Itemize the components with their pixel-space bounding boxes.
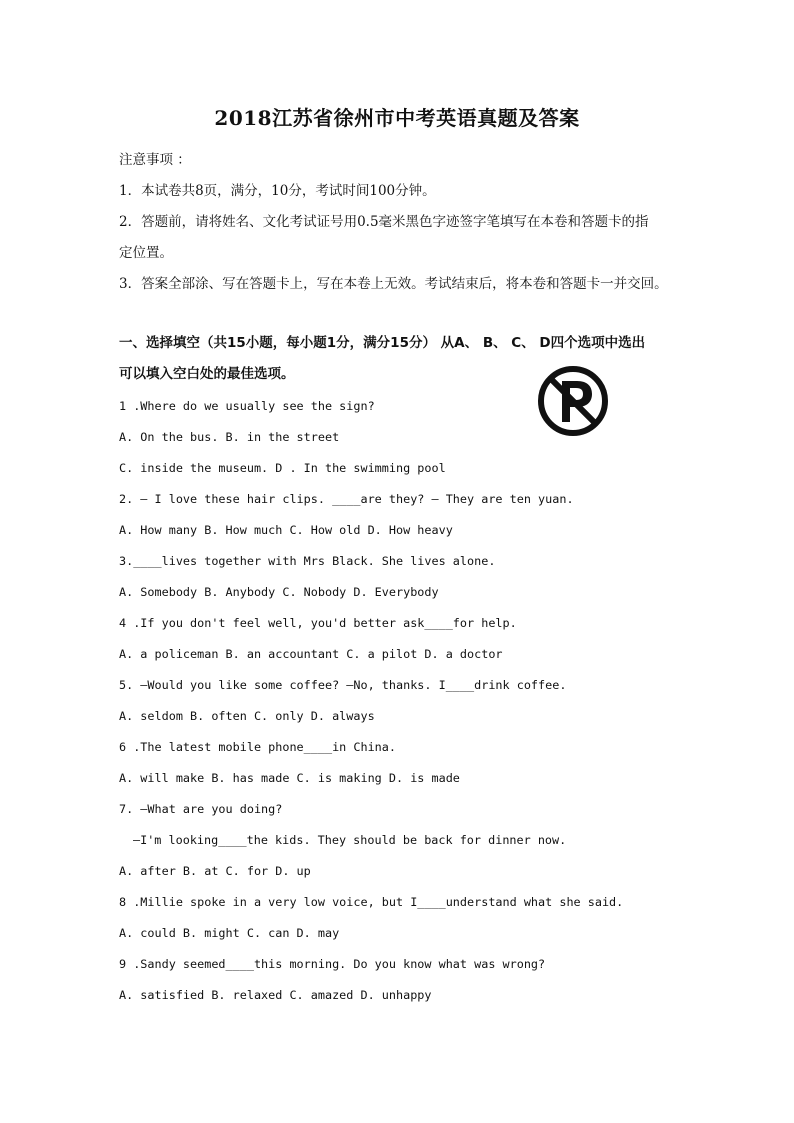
question: 2. — I love these hair clips. ____are they? — They are ten yuan.	[119, 492, 574, 506]
answer-options: A. How many B. How much C. How old D. How heavy	[119, 523, 453, 537]
question: 6 .The latest mobile phone____in China.	[119, 740, 396, 754]
section-heading-line: 可以填入空白处的最佳选项。	[119, 366, 295, 382]
instruction-line: 2．答题前，请将姓名、文化考试证号用0.5毫米黑色字迹签字笔填写在本卷和答题卡的指	[119, 214, 649, 230]
answer-options: C. inside the museum. D . In the swimming pool	[119, 461, 446, 475]
question-continuation: —I'm looking____the kids. They should be back for dinner now.	[133, 833, 567, 847]
answer-options: A. satisfied B. relaxed C. amazed D. unhappy	[119, 988, 432, 1002]
question: 1 .Where do we usually see the sign?	[119, 399, 375, 413]
answer-options: A. will make B. has made C. is making D. is made	[119, 771, 460, 785]
answer-options: A. could B. might C. can D. may	[119, 926, 340, 940]
instruction-line: 定位置。	[119, 245, 173, 261]
question: 7. —What are you doing?	[119, 802, 283, 816]
answer-options: A. Somebody B. Anybody C. Nobody D. Everybody	[119, 585, 439, 599]
instructions-heading: 注意事项 ：	[119, 152, 191, 168]
instructions	[119, 145, 699, 300]
question: 8 .Millie spoke in a very low voice, but I____understand what she said.	[119, 895, 624, 909]
answer-options: A. On the bus. B. in the street	[119, 430, 340, 444]
section-heading	[119, 328, 699, 390]
answer-options: A. a policeman B. an accountant C. a pilot D. a doctor	[119, 647, 503, 661]
question-list	[119, 392, 719, 1012]
question: 9 .Sandy seemed____this morning. Do you know what was wrong?	[119, 957, 546, 971]
question: 3.____lives together with Mrs Black. She lives alone.	[119, 554, 496, 568]
instruction-line: 1．本试卷共8页，满分，10分，考试时间100分钟。	[119, 183, 436, 199]
answer-options: A. after B. at C. for D. up	[119, 864, 311, 878]
section-heading-line: 一、选择填空（共15小题，每小题1分，满分15分） 从A、 B、 C、 D四个选项中选出	[119, 335, 646, 351]
instruction-line: 3．答案全部涂、写在答题卡上，写在本卷上无效。考试结束后，将本卷和答题卡一并交回。	[119, 276, 668, 292]
question: 5. —Would you like some coffee? —No, thanks. I____drink coffee.	[119, 678, 567, 692]
question: 4 .If you don't feel well, you'd better ask____for help.	[119, 616, 517, 630]
answer-options: A. seldom B. often C. only D. always	[119, 709, 375, 723]
document-title: 2018江苏省徐州市中考英语真题及答案	[214, 106, 580, 130]
